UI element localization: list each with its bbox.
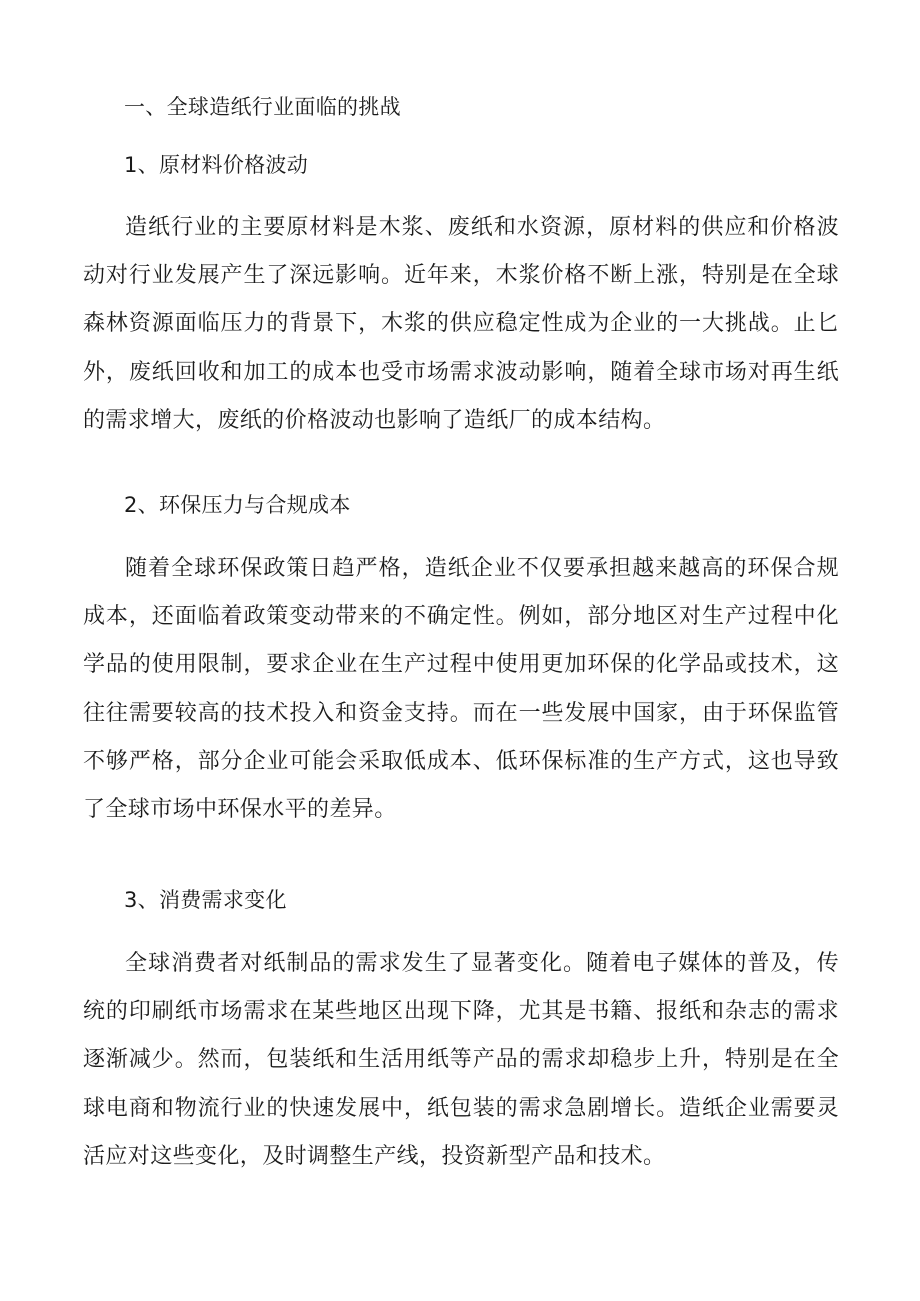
paragraph-3: 全球消费者对纸制品的需求发生了显著变化。随着电子媒体的普及，传统的印刷纸市场需求在某些地区出现下降，尤其是书籍、报纸和杂志的需求逐渐减少。然而，包装纸和生活用纸等产品的需求却稳步上升，特别是在全球电商和物流行业的快速发展中，纸包装的需求急剧增长。造纸企业需要灵活应对这些变化，及时调整生产线，投资新型产品和技术。 bbox=[83, 951, 839, 1169]
subsection-heading-3: 3、消费需求变化 bbox=[124, 888, 287, 912]
paragraph-2: 随着全球环保政策日趋严格，造纸企业不仅要承担越来越高的环保合规成本，还面临着政策变动带来的不确定性。例如，部分地区对生产过程中化学品的使用限制，要求企业在生产过程中使用更加环保的化学品或技术，这往往需要较高的技术投入和资金支持。而在一些发展中国家，由于环保监管不够严格，部分企业可能会采取低成本、低环保标准的生产方式，这也导致了全球市场中环保水平的差异。 bbox=[83, 556, 839, 823]
paragraph-1: 造纸行业的主要原材料是木浆、废纸和水资源，原材料的供应和价格波动对行业发展产生了深远影响。近年来，木浆价格不断上涨，特别是在全球森林资源面临压力的背景下，木浆的供应稳定性成为企业的一大挑战。止匕外，废纸回收和加工的成本也受市场需求波动影响，随着全球市场对再生纸的需求增大，废纸的价格波动也影响了造纸厂的成本结构。 bbox=[83, 215, 839, 433]
subsection-heading-2: 2、环保压力与合规成本 bbox=[124, 493, 351, 517]
section-title: 一、全球造纸行业面临的挑战 bbox=[124, 95, 401, 119]
subsection-heading-1: 1、原材料价格波动 bbox=[124, 153, 309, 177]
